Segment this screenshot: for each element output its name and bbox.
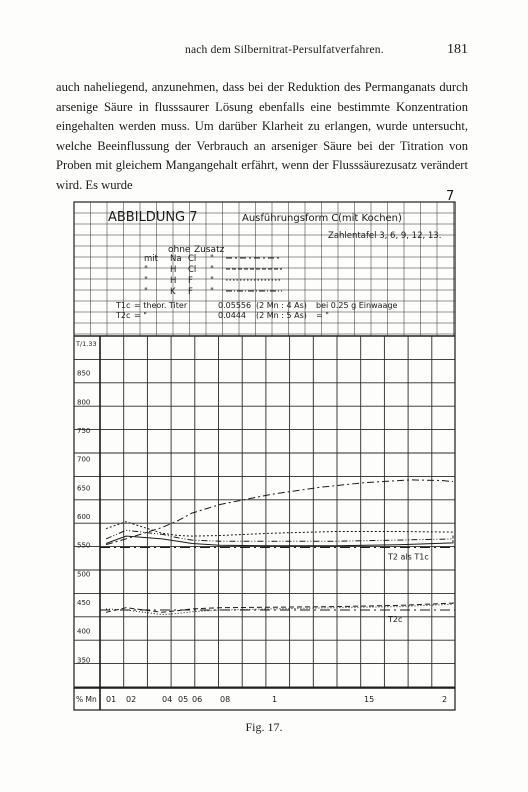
table-ref: Zahlentafel 3, 6, 9, 12, 13.: [328, 231, 442, 241]
titer-desc: = ": [134, 311, 147, 320]
x-tick-label: 1: [272, 695, 278, 704]
x-tick-label: 15: [364, 695, 375, 704]
execution-note: (mit Kochen): [338, 213, 402, 224]
y-tick-label: 350: [77, 656, 91, 665]
x-tick-label: 02: [126, 695, 137, 704]
y-tick-label: 550: [77, 541, 91, 550]
titer-einwaage: bei 0.25 g Einwaage: [316, 301, 398, 310]
titer-name: T1c: [116, 301, 131, 310]
series-line: [106, 522, 453, 536]
legend-header-1: ohne: [168, 245, 191, 255]
x-tick-label: 01: [106, 695, 117, 704]
series-line: [106, 530, 453, 541]
legend-prefix: ": [144, 287, 148, 297]
figure: [70, 200, 460, 712]
reference-label: T2c: [388, 615, 403, 625]
y-tick-label: 650: [77, 484, 91, 493]
x-tick-label: 08: [220, 695, 231, 704]
legend-sym2: Cl: [188, 254, 197, 264]
y-tick-label: 500: [77, 570, 91, 579]
y-tick-label: 600: [77, 513, 91, 521]
y-tick-label: 850: [77, 369, 91, 378]
execution-label: Ausführungsform C: [242, 213, 339, 224]
legend-note: ": [210, 287, 214, 297]
y-tick-label: 800: [77, 398, 91, 407]
titer-value: 0.0444: [218, 311, 246, 320]
titer-einwaage: = ": [316, 311, 329, 320]
running-header: [0, 44, 528, 60]
legend-sym2: F: [188, 287, 193, 297]
titer-mn: (2 Mn : 5 As): [256, 311, 307, 320]
series-line: [106, 602, 453, 615]
paragraph: auch naheliegend, anzunehmen, dass bei der Reduktion des Permanganats durch arsenige Säure in flusssaurer Lösung ebenfalls eine bestimmte Konzentration eingehalten werden muss. Um darüber Klarheit zu erlangen, wurde untersucht, welche Beeinflussung der Verbrauch an arseniger Säure bei der Titration von Proben mit gleichem Mangangehalt erfährt, wenn der Flusssäurezusatz verändert wird. Es wurde: [56, 80, 468, 192]
legend-sym1: H: [170, 265, 177, 275]
figure-chart: [70, 200, 460, 712]
series-line: [106, 480, 453, 545]
x-tick-label: 05: [178, 695, 189, 704]
titer-desc: = theor. Titer: [134, 301, 188, 310]
legend-sym2: Cl: [188, 265, 197, 275]
legend-sym2: F: [188, 276, 193, 286]
figure-caption: Fig. 17.: [245, 720, 283, 734]
corner-mark: 7: [446, 189, 455, 204]
legend-prefix: mit: [144, 254, 158, 264]
x-tick-label: 06: [192, 695, 203, 704]
legend-prefix: ": [144, 265, 148, 275]
y-tick-label: 700: [77, 455, 91, 464]
legend-sym1: H: [170, 276, 177, 286]
titer-value: 0.05556: [218, 301, 252, 310]
x-tick-label: 2: [442, 695, 448, 704]
y-tick-label: 400: [77, 627, 91, 636]
legend-note: ": [210, 276, 214, 286]
y-unit-label: T/1.33: [76, 340, 97, 348]
legend-header-2: Zusatz: [194, 245, 225, 255]
legend-note: ": [210, 254, 214, 264]
legend-note: ": [210, 265, 214, 275]
titer-mn: (2 Mn : 4 As): [256, 301, 307, 310]
legend-prefix: ": [144, 276, 148, 286]
x-tick-label: 04: [162, 695, 173, 704]
y-tick-label: 450: [77, 599, 91, 607]
running-title: nach dem Silbernitrat-Persulfatverfahren.: [185, 44, 384, 56]
titer-name: T2c: [116, 311, 131, 320]
body-text: [56, 78, 468, 196]
figure-title: ABBILDUNG 7: [108, 210, 198, 225]
x-unit-label: % Mn: [76, 695, 97, 704]
y-tick-label: 750: [77, 427, 91, 435]
legend-sym1: Na: [170, 254, 182, 264]
reference-label: T2 als T1c: [388, 552, 429, 562]
figure-frame: [74, 202, 455, 710]
legend-sym1: K: [170, 287, 176, 297]
page-number: 181: [447, 42, 468, 57]
